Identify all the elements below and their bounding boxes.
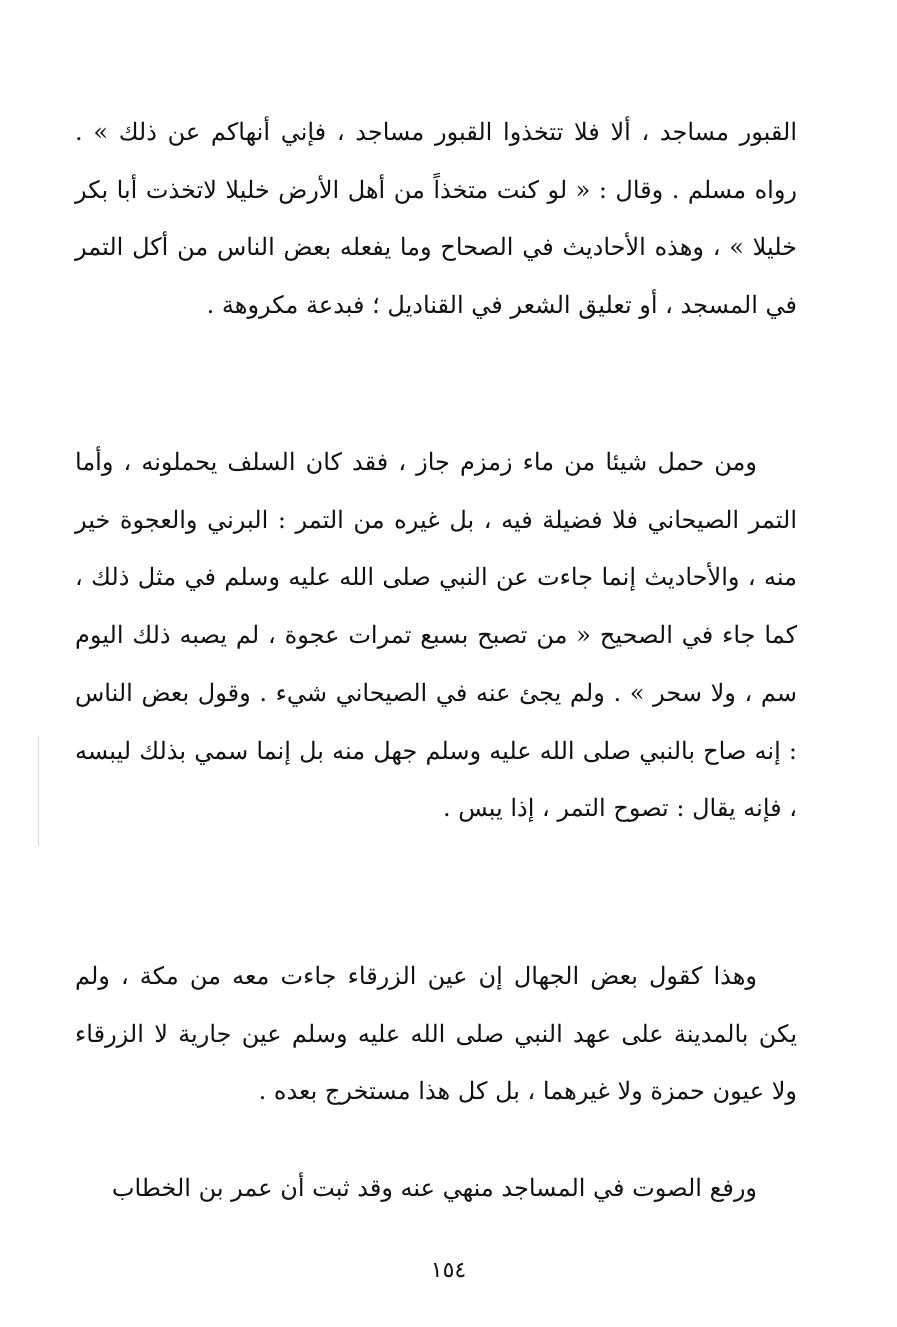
paragraph-3: وهذا كقول بعض الجهال إن عين الزرقاء جاءت معه من مكة ، ولم يكن بالمدينة على عهد النبي صلى الله عليه وسلم عين جارية لا الزرقاء ولا عيون حمزة ولا غيرهما ، بل كل هذا مستخرج بعده . xyxy=(75,962,797,1106)
scan-margin-mark xyxy=(38,736,39,846)
page-number: ١٥٤ xyxy=(430,1258,467,1283)
paragraph-4: ورفع الصوت في المساجد منهي عنه وقد ثبت أن عمر بن الخطاب xyxy=(111,1174,757,1202)
paragraph-1: القبور مساجد ، ألا فلا تتخذوا القبور مساجد ، فإني أنهاكم عن ذلك » . رواه مسلم . وقال : « لو كنت متخذاً من أهل الأرض خليلا لاتخذت أبا بكر خليلا » ، وهذه الأحاديث في الصحاح وما يفعله بعض الناس من أكل التمر في المسجد ، أو تعليق الشعر في القناديل ؛ فبدعة مكروهة . xyxy=(75,118,797,320)
paragraph-2: ومن حمل شيئا من ماء زمزم جاز ، فقد كان السلف يحملونه ، وأما التمر الصيحاني فلا فضيلة فيه ، بل غيره من التمر : البرني والعجوة خير منه ، والأحاديث إنما جاءت عن النبي صلى الله عليه وسلم في مثل ذلك ، كما جاء في الصحيح « من تصبح بسبع تمرات عجوة ، لم يصبه ذلك اليوم سم ، ولا سحر » . ولم يجئ عنه في الصيحاني شيء . وقول بعض الناس : إنه صاح بالنبي صلى الله عليه وسلم جهل منه بل إنما سمي بذلك ليبسه ، فإنه يقال : تصوح التمر ، إذا يبس . xyxy=(75,448,798,823)
